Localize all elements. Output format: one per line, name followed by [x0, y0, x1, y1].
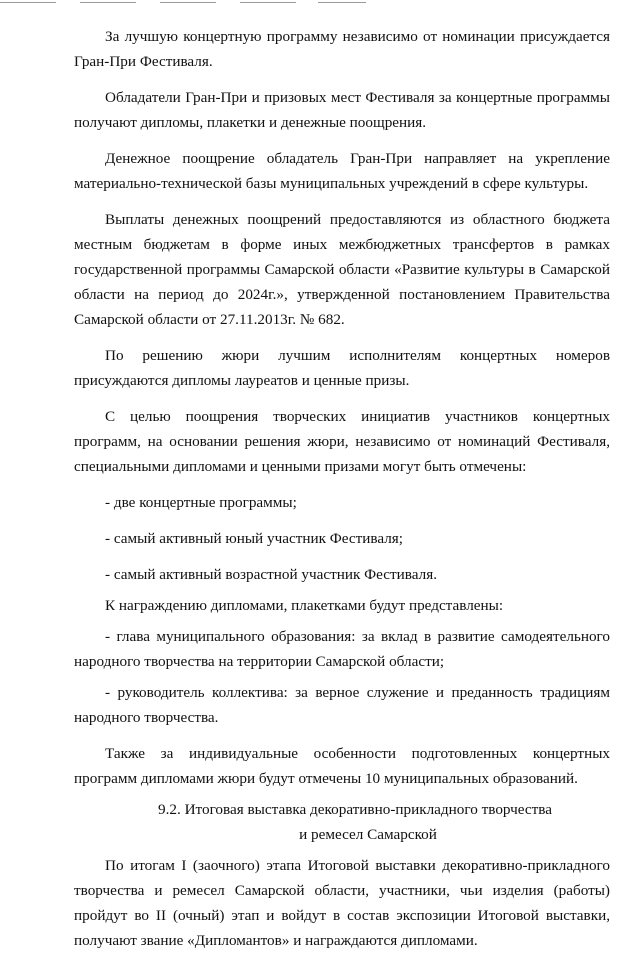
list-item-programs: - две концертные программы; — [105, 494, 297, 511]
list-item-young-participant: - самый активный юный участник Фестиваля; — [105, 530, 404, 547]
list-item-municipal-head: - глава муниципального образования: за вклад в развитие самодеятельного народного творчества на территории Самарской области; — [74, 628, 610, 670]
paragraph-jury-decision: По решению жюри лучшим исполнителям концертных номеров присуждаются дипломы лауреатов и ценные призы. — [74, 347, 610, 389]
paragraph-nominees-intro: К награждению дипломами, плакетками будут представлены: — [105, 597, 504, 614]
paragraph-grand-prix: За лучшую концертную программу независимо от номинации присуждается Гран-При Фестиваля. — [74, 28, 610, 70]
list-item-team-leader: - руководитель коллектива: за верное служение и преданность традициям народного творчества. — [74, 684, 610, 726]
scan-top-lines — [0, 2, 640, 8]
list-item-senior-participant: - самый активный возрастной участник Фестиваля. — [105, 566, 438, 583]
section-heading — [74, 797, 610, 847]
paragraph-special-diplomas: С целью поощрения творческих инициатив участников концертных программ, на основании решения жюри, независимо от номинаций Фестиваля, специальными дипломами и ценными призами могут быть отмечены: — [74, 408, 610, 475]
section-heading-line1: 9.2. Итоговая выставка декоративно-прикладного творчества — [158, 801, 552, 818]
paragraph-cash-reward: Денежное поощрение обладатель Гран-При направляет на укрепление материально-технической базы муниципальных учреждений в сфере культуры. — [74, 150, 610, 192]
paragraph-municipalities: Также за индивидуальные особенности подготовленных концертных программ дипломами жюри будут отмечены 10 муниципальных образований. — [74, 745, 610, 787]
paragraph-winners: Обладатели Гран-При и призовых мест Фестиваля за концертные программы получают дипломы, плакетки и денежные поощрения. — [74, 89, 610, 131]
paragraph-exhibition: По итогам I (заочного) этапа Итоговой выставки декоративно-прикладного творчества и ремесел Самарской области, участники, чьи изделия (работы) пройдут во II (очный) этап и войдут в состав экспозиции Итоговой выставки, получают звание «Дипломантов» и награждаются дипломами. — [74, 857, 610, 949]
section-heading-line2: и ремесел Самарской — [299, 826, 437, 843]
paragraph-payments: Выплаты денежных поощрений предоставляются из областного бюджета местным бюджетам в форме иных межбюджетных трансфертов в рамках государственной программы Самарской области «Развитие культуры в Самарской области на период до 2024г.», утвержденной постановлением Правительства Самарской области от 27.11.2013г. № 682. — [74, 211, 610, 328]
document-page — [74, 24, 610, 953]
